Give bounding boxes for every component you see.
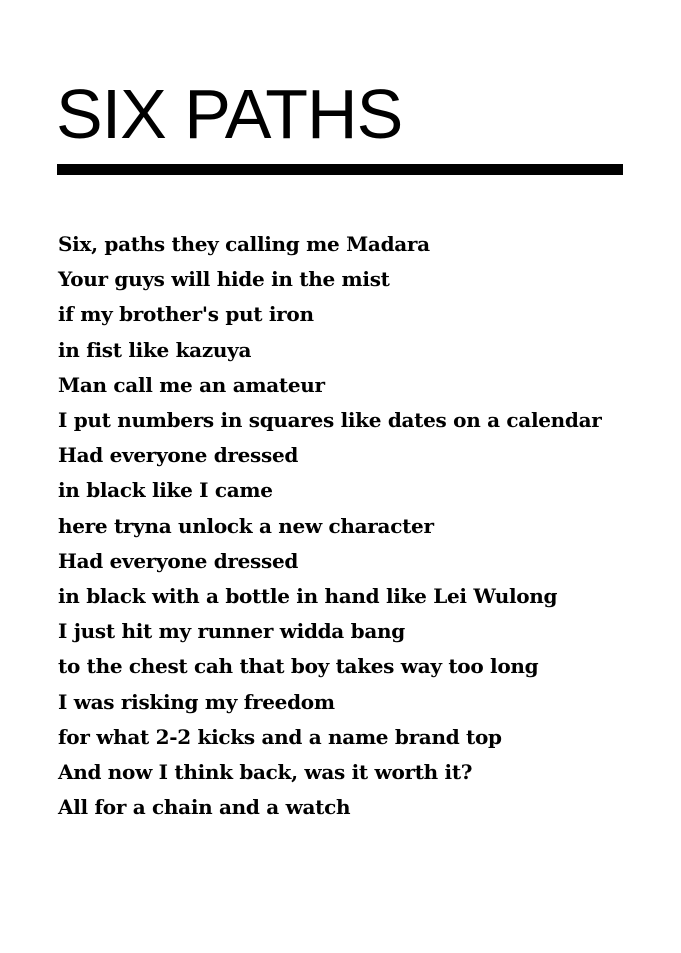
- lyric-line: I put numbers in squares like dates on a calendar: [58, 408, 602, 433]
- lyric-line: Had everyone dressed: [58, 443, 299, 468]
- lyric-line: to the chest cah that boy takes way too long: [58, 654, 539, 679]
- title-divider: [57, 164, 623, 175]
- lyrics-list: [58, 227, 602, 825]
- lyric-line: Had everyone dressed: [58, 548, 299, 573]
- lyric-line: Six, paths they calling me Madara: [58, 232, 430, 256]
- lyric-line: I just hit my runner widda bang: [58, 619, 405, 644]
- poster-title: SIX PATHS: [56, 75, 403, 153]
- lyric-line: Man call me an amateur: [58, 372, 325, 397]
- lyric-line: for what 2-2 kicks and a name brand top: [58, 724, 502, 749]
- lyric-line: I was risking my freedom: [58, 689, 335, 714]
- lyric-line: Your guys will hide in the mist: [58, 267, 390, 292]
- lyric-line: And now I think back, was it worth it?: [58, 760, 473, 785]
- lyric-line: in black like I came: [58, 478, 273, 503]
- lyric-line: in black with a bottle in hand like Lei Wulong: [58, 584, 558, 609]
- lyric-line: here tryna unlock a new character: [58, 513, 434, 538]
- lyric-line: All for a chain and a watch: [58, 795, 351, 820]
- lyric-line: in fist like kazuya: [58, 337, 252, 362]
- lyric-line: if my brother's put iron: [58, 302, 314, 327]
